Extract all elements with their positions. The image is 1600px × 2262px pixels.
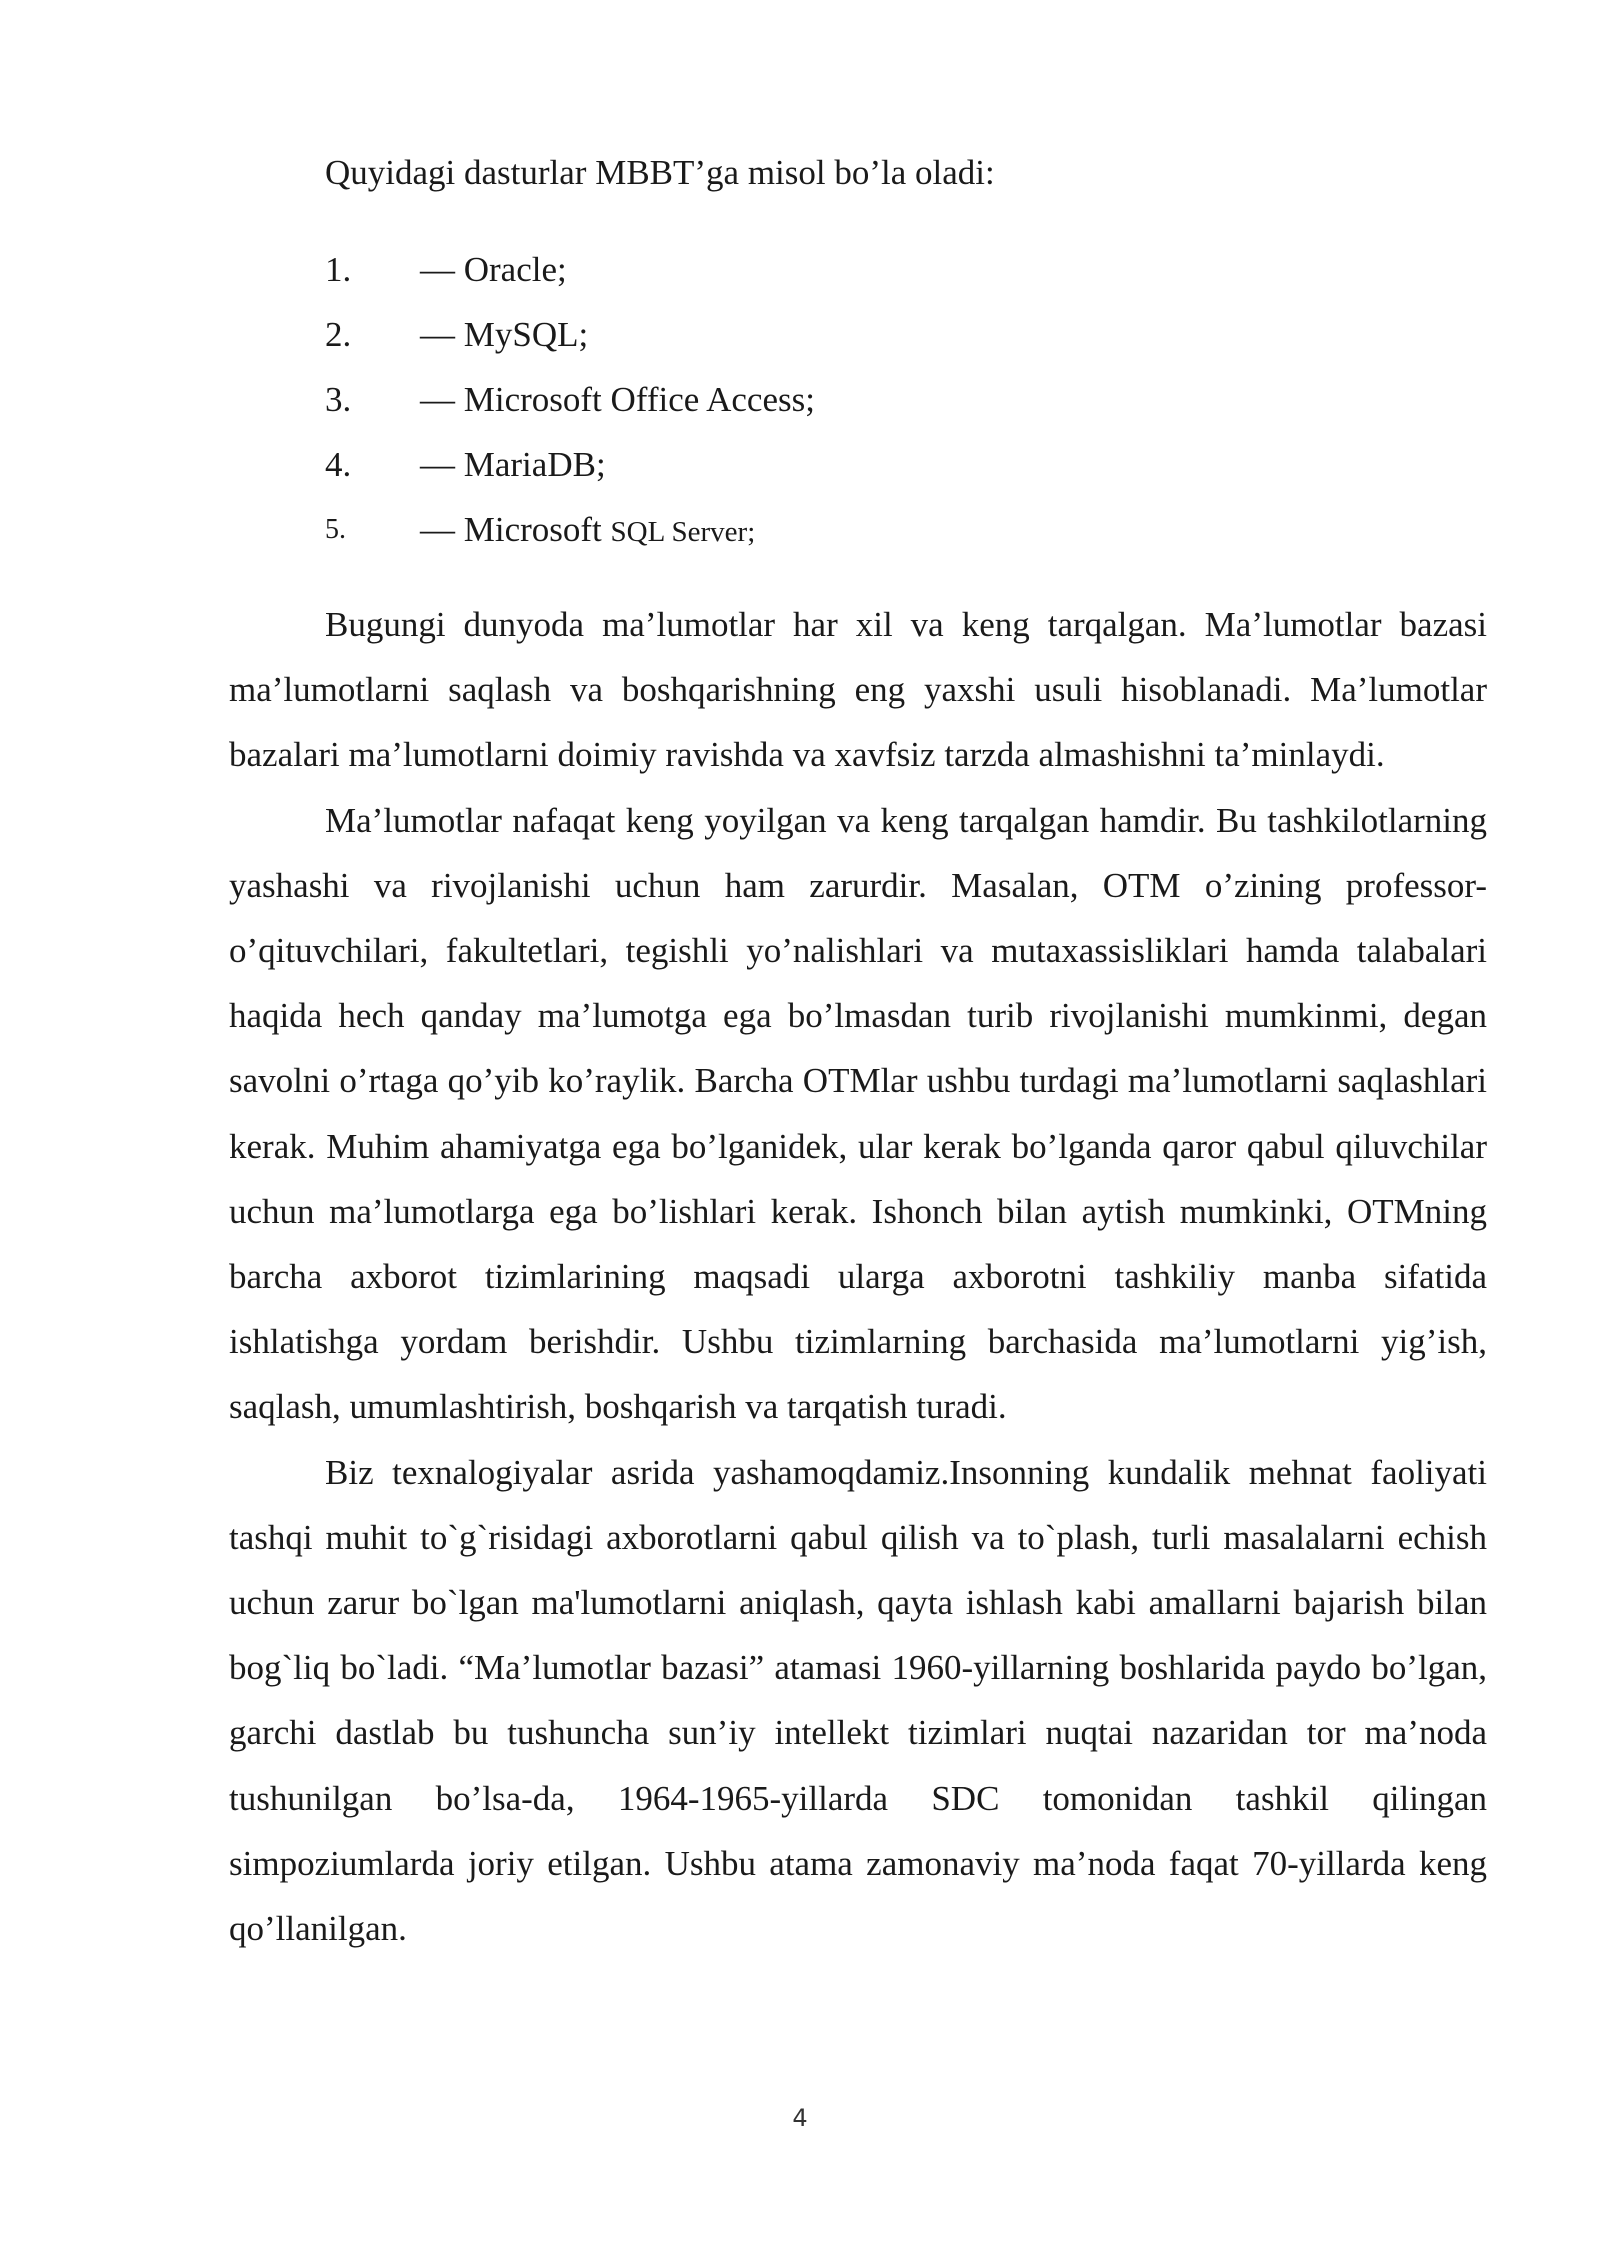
document-page — [229, 140, 1487, 1961]
list-text-tail: SQL Server; — [610, 516, 756, 548]
list-number: 5. — [325, 514, 346, 545]
list-item — [229, 497, 1487, 562]
page-number: 4 — [792, 2104, 808, 2132]
list-item — [229, 302, 1487, 367]
paragraph-1: Bugungi dunyoda ma’lumotlar har xil va keng tarqalgan. Ma’lumotlar bazasi ma’lumotlarni saqlash va boshqarishning eng yaxshi usuli hisoblanadi. Ma’lumotlar bazalari ma’lumotlarni doimiy ravishda va xavfsiz tarzda almashishni ta’minlaydi. — [229, 605, 1487, 775]
list-item — [229, 432, 1487, 497]
list-text-main: — Microsoft — [420, 510, 611, 549]
list-number: 4. — [325, 445, 352, 484]
list-text: — Microsoft Office Access; — [420, 380, 815, 419]
list-number: 3. — [325, 380, 352, 419]
list-text: — MariaDB; — [420, 445, 606, 484]
list-item — [229, 367, 1487, 432]
paragraph-2: Ma’lumotlar nafaqat keng yoyilgan va keng tarqalgan hamdir. Bu tashkilotlarning yashashi va rivojlanishi uchun ham zarurdir. Masalan, OTM o’zining professor-o’qituvchilari, fakultetlari, tegishli yo’nalishlari va mutaxassisliklari hamda talabalari haqida hech qanday ma’lumotga ega bo’lmasdan turib rivojlanishi mumkinmi, degan savolni o’rtaga qo’yib ko’raylik. Barcha OTMlar ushbu turdagi ma’lumotlarni saqlashlari kerak. Muhim ahamiyatga ega bo’lganidek, ular kerak bo’lganda qaror qabul qiluvchilar uchun ma’lumotlarga ega bo’lishlari kerak. Ishonch bilan aytish mumkinki, OTMning barcha axborot tizimlarining maqsadi ularga axborotni tashkiliy manba sifatida ishlatishga yordam berishdir. Ushbu tizimlarning barchasida ma’lumotlarni yig’ish, saqlash, umumlashtirish, boshqarish va tarqatish turadi. — [229, 800, 1487, 1427]
intro-line: Quyidagi dasturlar MBBT’ga misol bo’la oladi: — [325, 153, 995, 192]
dbms-list — [229, 237, 1487, 562]
list-text: — MySQL; — [420, 315, 589, 354]
list-item — [229, 237, 1487, 302]
list-number: 2. — [325, 315, 352, 354]
list-text: — Oracle; — [420, 250, 567, 289]
list-number: 1. — [325, 250, 352, 289]
list-text — [420, 497, 755, 562]
paragraph-3: Biz texnalogiyalar asrida yashamoqdamiz.Insonning kundalik mehnat faoliyati tashqi muhit to`g`risidagi axborotlarni qabul qilish va to`plash, turli masalalarni echish uchun zarur bo`lgan ma'lumotlarni aniqlash, qayta ishlash kabi amallarni bajarish bilan bog`liq bo`ladi. “Ma’lumotlar bazasi” atamasi 1960-yillarning boshlarida paydo bo’lgan, garchi dastlab bu tushuncha sun’iy intellekt tizimlari nuqtai nazaridan tor ma’noda tushunilgan bo’lsa-da, 1964-1965-yillarda SDC tomonidan tashkil qilingan simpoziumlarda joriy etilgan. Ushbu atama zamonaviy ma’noda faqat 70-yillarda keng qo’llanilgan. — [229, 1452, 1487, 1949]
